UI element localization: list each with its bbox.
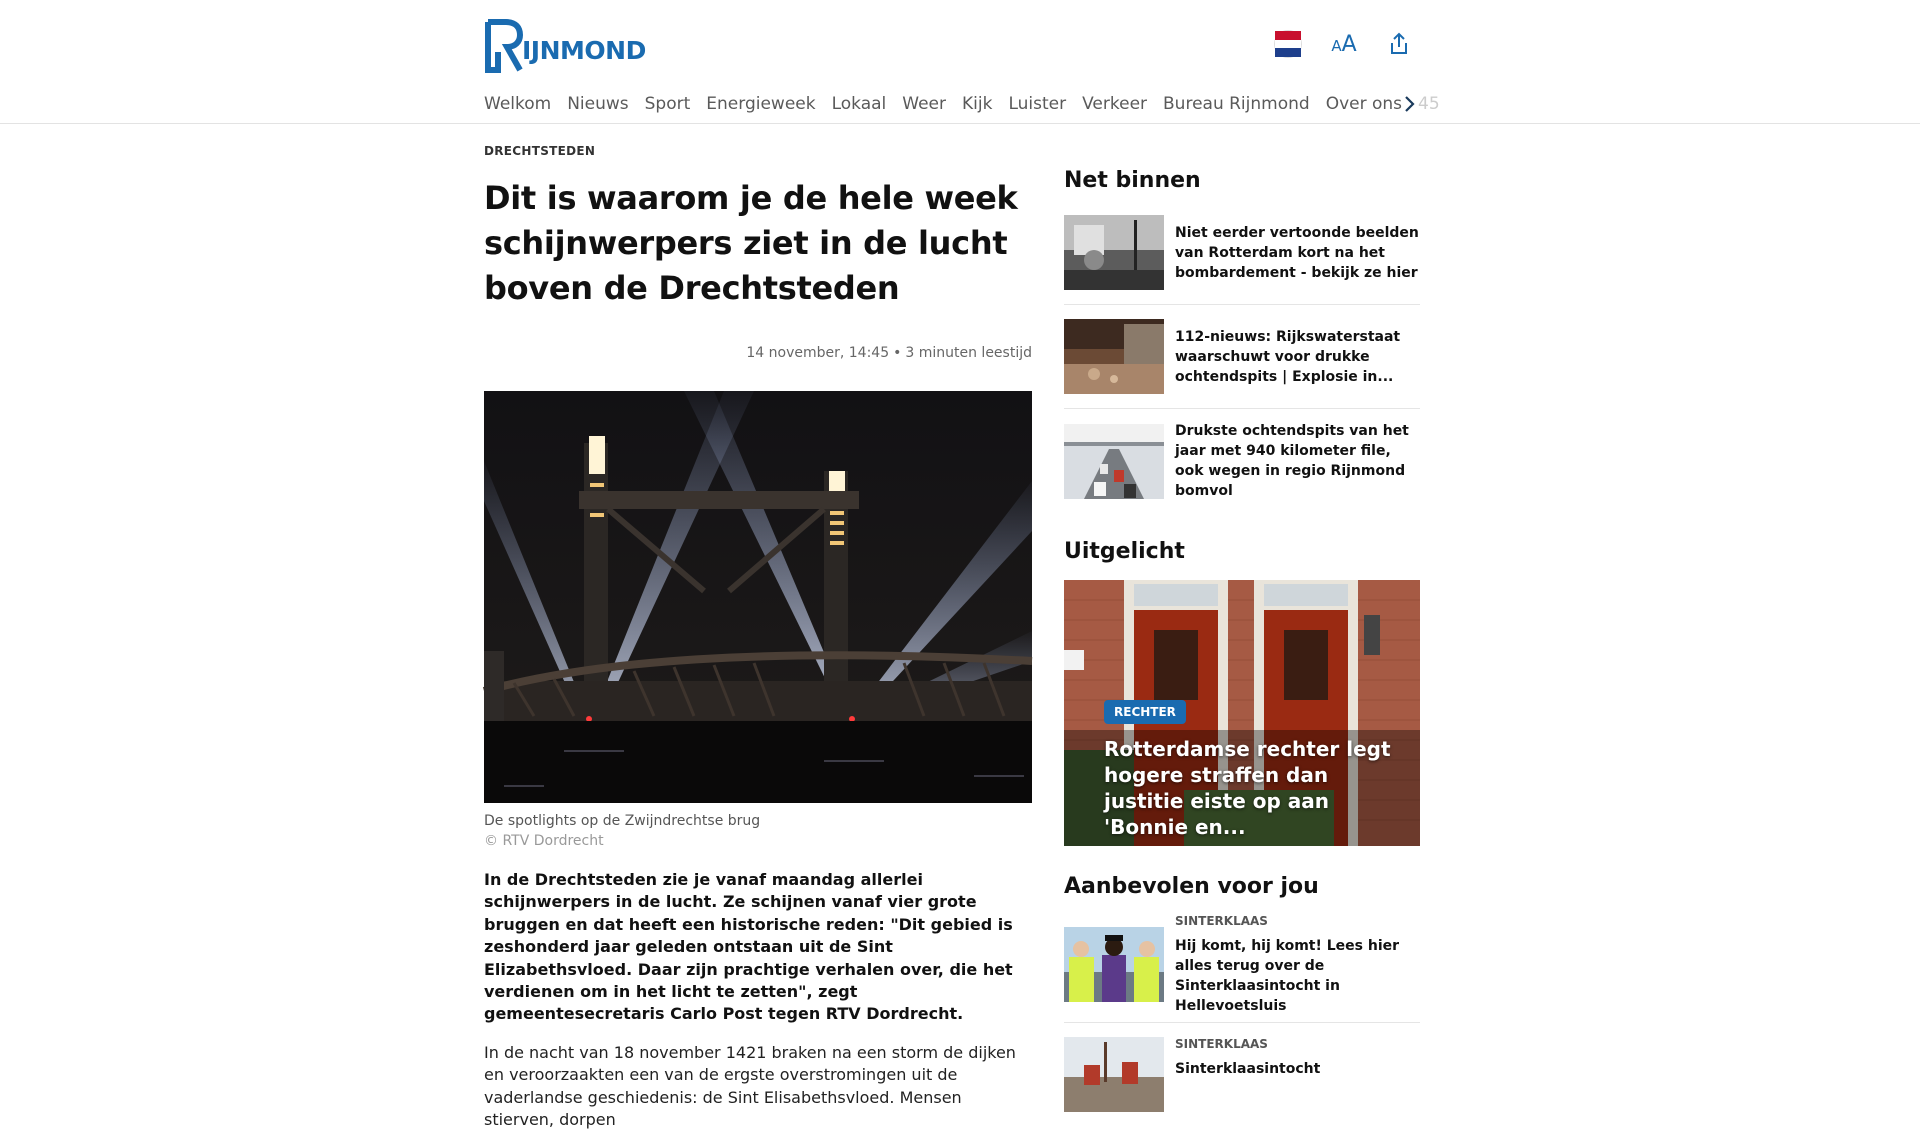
news-thumbnail (1064, 424, 1164, 499)
news-item-text: Hij komt, hij komt! Lees hier alles terug over de Sinterklaasintocht in Hellevoetsluis (1175, 937, 1400, 1014)
sinterklaas-police-thumbnail (1064, 927, 1164, 1002)
article-hero-image[interactable] (484, 391, 1032, 803)
image-credit: © RTV Dordrecht (484, 833, 604, 849)
text-size-icon[interactable] (1328, 32, 1360, 57)
article-body: In de nacht van 18 november 1421 braken na een storm de dijken en veroorzaakten een van de ergste overstromingen uit de vaderlandse geschiedenis: de Sint Elisabethsvloed. Mensen stierven, dorpen (484, 1042, 1016, 1130)
list-item[interactable] (1064, 409, 1420, 513)
article-read-time: 3 minuten leestijd (905, 345, 1032, 361)
nav-item-weer[interactable]: Weer (902, 94, 947, 114)
news-item-text: Niet eerder vertoonde beelden van Rotterdam kort na het bombardement - bekijk ze hier (1175, 224, 1419, 281)
explosion-damage-thumbnail (1064, 319, 1164, 394)
nav-item-verkeer[interactable]: Verkeer (1082, 94, 1148, 114)
featured-category-badge[interactable]: RECHTER (1104, 700, 1186, 724)
text-size-small-letter: A (1331, 36, 1342, 55)
chevron-right-icon[interactable] (1400, 92, 1420, 116)
main-navigation (484, 94, 1440, 118)
nav-item-kijk[interactable]: Kijk (962, 94, 993, 114)
news-thumbnail (1064, 1037, 1164, 1112)
nav-item-over-ons[interactable]: Over ons (1325, 94, 1403, 114)
bridge-spotlights-image (484, 391, 1032, 803)
logo-text: IJNMOND (522, 36, 646, 65)
article-category[interactable]: DRECHTSTEDEN (484, 144, 596, 158)
article-meta (484, 345, 1032, 361)
nav-item-overflow[interactable]: 45 (1418, 94, 1440, 114)
aanbevolen-title: Aanbevolen voor jou (1064, 874, 1319, 899)
bombing-photo-thumbnail (1064, 215, 1164, 290)
featured-article[interactable] (1064, 580, 1420, 846)
news-item-text: 112-nieuws: Rijkswaterstaat waarschuwt voor drukke ochtendspits | Explosie in... (1175, 328, 1401, 385)
article-lead: In de Drechtsteden zie je vanaf maandag allerlei schijnwerpers in de lucht. Ze schijnen vanaf vier grote bruggen en dat heeft een historische reden: "Dit gebied is zeshonderd jaar geleden ontstaan uit de Sint Elizabethsvloed. Daar zijn prachtige verhalen over, die het verdienen om in het licht te zetten", zegt gemeentesecretaris Carlo Post tegen RTV Dordrecht. (484, 870, 1013, 1024)
news-item-text: Sinterklaasintocht (1175, 1061, 1321, 1077)
nav-item-lokaal[interactable]: Lokaal (831, 94, 887, 114)
net-binnen-title: Net binnen (1064, 168, 1201, 193)
article-date: 14 november, 14:45 (746, 345, 890, 361)
nav-item-welkom[interactable]: Welkom (484, 94, 552, 114)
news-item-kicker[interactable]: SINTERKLAAS (1175, 913, 1268, 928)
article (484, 144, 1032, 1131)
list-item[interactable] (1064, 305, 1420, 409)
list-item[interactable] (1064, 907, 1420, 1023)
meta-separator: • (893, 345, 902, 361)
nav-item-sport[interactable]: Sport (644, 94, 691, 114)
traffic-jam-thumbnail (1064, 424, 1164, 499)
list-item[interactable] (1064, 201, 1420, 305)
news-item-text: Drukste ochtendspits van het jaar met 940 kilometer file, ook wegen in regio Rijnmond bomvol (1175, 423, 1409, 499)
nav-item-nieuws[interactable]: Nieuws (567, 94, 629, 114)
news-item-kicker[interactable]: SINTERKLAAS (1175, 1037, 1268, 1051)
sidebar (1064, 168, 1420, 1093)
image-caption: De spotlights op de Zwijndrechtse brug (484, 813, 761, 829)
list-item[interactable] (1064, 1023, 1420, 1093)
featured-headline: Rotterdamse rechter legt hogere straffen dan justitie eiste op aan 'Bonnie en... (1104, 737, 1391, 839)
news-thumbnail (1064, 215, 1164, 290)
nav-item-luister[interactable]: Luister (1008, 94, 1067, 114)
news-thumbnail (1064, 319, 1164, 394)
uitgelicht-title: Uitgelicht (1064, 539, 1185, 564)
nav-item-bureau-rijnmond[interactable]: Bureau Rijnmond (1163, 94, 1310, 114)
news-thumbnail (1064, 927, 1164, 1002)
text-size-big-letter: A (1341, 31, 1357, 57)
aanbevolen-list (1064, 907, 1420, 1093)
site-header (0, 0, 1920, 124)
rijnmond-logo-r-icon (484, 18, 524, 74)
net-binnen-list (1064, 201, 1420, 513)
nav-item-energieweek[interactable]: Energieweek (706, 94, 816, 114)
article-title: Dit is waarom je de hele week schijnwerpers ziet in de lucht boven de Drechtsteden (484, 179, 1018, 307)
sinterklaas-boat-thumbnail (1064, 1037, 1164, 1112)
dutch-flag-icon[interactable] (1274, 30, 1302, 58)
rijnmond-logo[interactable] (484, 18, 646, 74)
share-icon[interactable] (1386, 31, 1412, 57)
